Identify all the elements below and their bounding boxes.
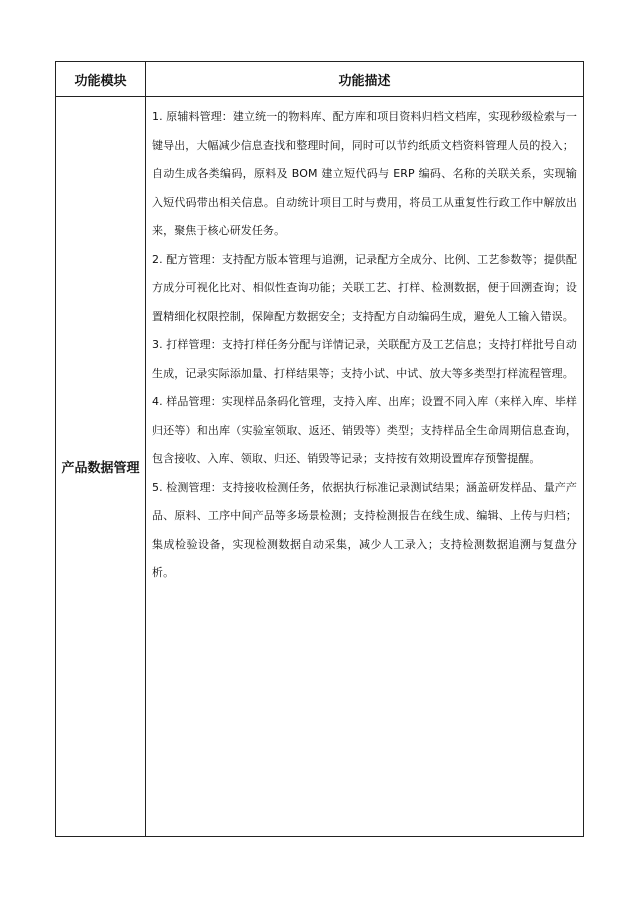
- description-paragraph-formula: 2. 配方管理：支持配方版本管理与追溯，记录配方全成分、比例、工艺参数等；提供配方成分可视化比对、相似性查询功能；关联工艺、打样、检测数据，便于回溯查询；设置精细化权限控制，保障配方数据安全；支持配方自动编码生成，避免人工输入错误。: [152, 252, 577, 323]
- description-paragraph-material: 1. 原辅料管理：建立统一的物料库、配方库和项目资料归档文档库，实现秒级检索与一键导出，大幅减少信息查找和整理时间，同时可以节约纸质文档资料管理人员的投入；: [152, 110, 577, 152]
- table-row: [56, 97, 584, 837]
- header-module: 功能模块: [56, 62, 146, 97]
- table-header-row: [56, 62, 584, 97]
- description-cell: [146, 97, 584, 837]
- module-name-cell: 产品数据管理: [56, 97, 146, 837]
- description-paragraph-sampling: 3. 打样管理：支持打样任务分配与详情记录，关联配方及工艺信息；支持打样批号自动生成，记录实际添加量、打样结果等；支持小试、中试、放大等多类型打样流程管理。: [152, 338, 577, 380]
- header-description: 功能描述: [146, 62, 584, 97]
- description-paragraph-sample-management: 4. 样品管理：实现样品条码化管理，支持入库、出库；设置不同入库（来样入库、毕样归还等）和出库（实验室领取、返还、销毁等）类型；支持样品全生命周期信息查询，包含接收、入库、领取、归还、销毁等记录；支持按有效期设置库存预警提醒。: [152, 395, 577, 465]
- description-paragraph-testing: 5. 检测管理：支持接收检测任务，依据执行标准记录测试结果；涵盖研发样品、量产产品、原料、工序中间产品等多场景检测；支持检测报告在线生成、编辑、上传与归档；集成检验设备，实现检测数据自动采集，减少人工录入；支持检测数据追溯与复盘分析。: [152, 480, 577, 579]
- function-table: [55, 61, 584, 837]
- description-paragraph-coding: 自动生成各类编码，原料及 BOM 建立短代码与 ERP 编码、名称的关联关系，实现输入短代码带出相关信息。自动统计项目工时与费用，将员工从重复性行政工作中解放出来，聚焦于核心研发任务。: [152, 167, 577, 237]
- description-body: [146, 97, 583, 588]
